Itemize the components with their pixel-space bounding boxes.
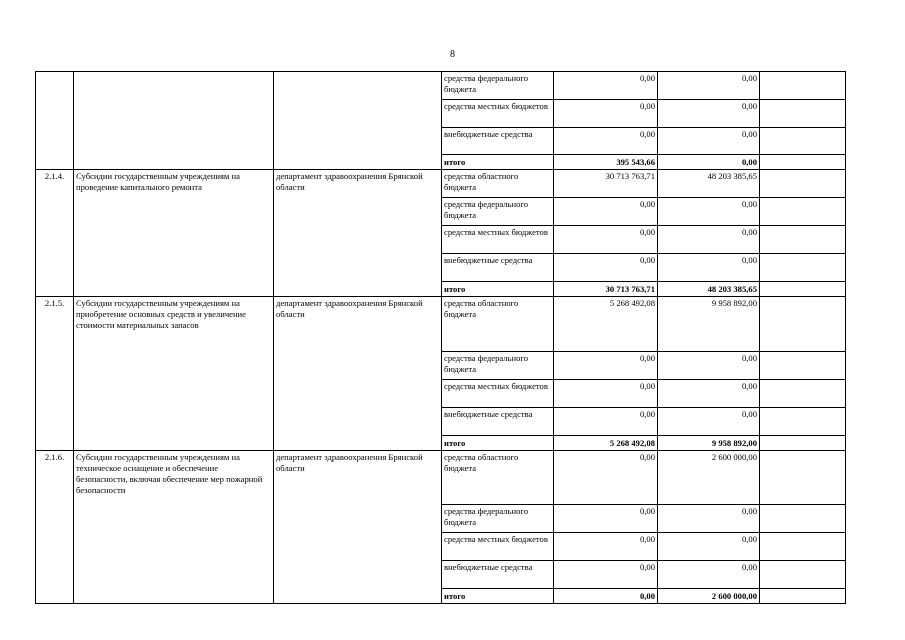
funding-source: средства областного бюджета [442, 451, 554, 505]
funding-source: внебюджетные средства [442, 128, 554, 155]
empty-cell [760, 254, 846, 282]
item-title: Субсидии государственным учреждениям на приобретение основных средств и увеличение стоимости материальных запасов [74, 297, 274, 451]
item-title [74, 72, 274, 170]
amount-1: 0,00 [554, 380, 658, 408]
funding-source: средства федерального бюджета [442, 198, 554, 226]
amount-1: 0,00 [554, 198, 658, 226]
empty-cell [760, 100, 846, 128]
funding-source: средства федерального бюджета [442, 505, 554, 533]
amount-2: 0,00 [658, 408, 760, 436]
funding-source: средства областного бюджета [442, 297, 554, 352]
funding-source: средства федерального бюджета [442, 72, 554, 100]
amount-1: 0,00 [554, 128, 658, 155]
empty-cell [760, 380, 846, 408]
page-number: 8 [450, 49, 455, 60]
total-label: итого [442, 589, 554, 604]
item-number: 2.1.5. [36, 297, 74, 451]
item-executor: департамент здравоохранения Брянской области [274, 451, 442, 604]
total-label: итого [442, 282, 554, 297]
table-row [36, 451, 846, 505]
empty-cell [760, 226, 846, 254]
amount-2: 0,00 [658, 72, 760, 100]
amount-2: 9 958 892,00 [658, 297, 760, 352]
total-amount-2: 2 600 000,00 [658, 589, 760, 604]
item-executor: департамент здравоохранения Брянской области [274, 170, 442, 297]
amount-2: 0,00 [658, 226, 760, 254]
total-amount-1: 395 543,66 [554, 155, 658, 170]
amount-2: 0,00 [658, 352, 760, 380]
funding-source: средства местных бюджетов [442, 226, 554, 254]
item-number: 2.1.4. [36, 170, 74, 297]
empty-cell [760, 436, 846, 451]
amount-1: 30 713 763,71 [554, 170, 658, 198]
amount-1: 0,00 [554, 451, 658, 505]
total-label: итого [442, 155, 554, 170]
total-label: итого [442, 436, 554, 451]
empty-cell [760, 408, 846, 436]
funding-source: внебюджетные средства [442, 561, 554, 589]
amount-2: 0,00 [658, 254, 760, 282]
funding-source: средства федерального бюджета [442, 352, 554, 380]
empty-cell [760, 589, 846, 604]
amount-1: 0,00 [554, 100, 658, 128]
amount-1: 0,00 [554, 533, 658, 561]
total-amount-1: 5 268 492,08 [554, 436, 658, 451]
amount-2: 0,00 [658, 561, 760, 589]
table-row [36, 170, 846, 198]
empty-cell [760, 128, 846, 155]
item-number: 2.1.6. [36, 451, 74, 604]
funding-source: средства местных бюджетов [442, 533, 554, 561]
amount-2: 0,00 [658, 128, 760, 155]
empty-cell [760, 561, 846, 589]
empty-cell [760, 505, 846, 533]
amount-2: 0,00 [658, 380, 760, 408]
item-executor [274, 72, 442, 170]
item-title: Субсидии государственным учреждениям на проведение капитального ремонта [74, 170, 274, 297]
amount-1: 0,00 [554, 505, 658, 533]
amount-2: 0,00 [658, 198, 760, 226]
empty-cell [760, 297, 846, 352]
amount-1: 0,00 [554, 352, 658, 380]
funding-source: внебюджетные средства [442, 254, 554, 282]
total-amount-1: 0,00 [554, 589, 658, 604]
amount-1: 5 268 492,08 [554, 297, 658, 352]
table-row [36, 72, 846, 100]
empty-cell [760, 282, 846, 297]
total-amount-2: 0,00 [658, 155, 760, 170]
amount-1: 0,00 [554, 254, 658, 282]
empty-cell [760, 170, 846, 198]
funding-source: внебюджетные средства [442, 408, 554, 436]
budget-table [35, 71, 846, 604]
empty-cell [760, 155, 846, 170]
total-amount-1: 30 713 763,71 [554, 282, 658, 297]
item-number [36, 72, 74, 170]
amount-1: 0,00 [554, 72, 658, 100]
empty-cell [760, 533, 846, 561]
amount-1: 0,00 [554, 408, 658, 436]
funding-source: средства местных бюджетов [442, 100, 554, 128]
item-executor: департамент здравоохранения Брянской области [274, 297, 442, 451]
amount-1: 0,00 [554, 561, 658, 589]
amount-2: 0,00 [658, 505, 760, 533]
funding-source: средства местных бюджетов [442, 380, 554, 408]
amount-2: 48 203 385,65 [658, 170, 760, 198]
total-amount-2: 9 958 892,00 [658, 436, 760, 451]
item-title: Субсидии государственным учреждениям на техническое оснащение и обеспечение безопасности, включая обеспечение мер пожарной безопасности [74, 451, 274, 604]
table-row [36, 297, 846, 352]
amount-2: 0,00 [658, 533, 760, 561]
empty-cell [760, 72, 846, 100]
funding-source: средства областного бюджета [442, 170, 554, 198]
empty-cell [760, 198, 846, 226]
total-amount-2: 48 203 385,65 [658, 282, 760, 297]
amount-2: 2 600 000,00 [658, 451, 760, 505]
amount-1: 0,00 [554, 226, 658, 254]
empty-cell [760, 352, 846, 380]
amount-2: 0,00 [658, 100, 760, 128]
empty-cell [760, 451, 846, 505]
